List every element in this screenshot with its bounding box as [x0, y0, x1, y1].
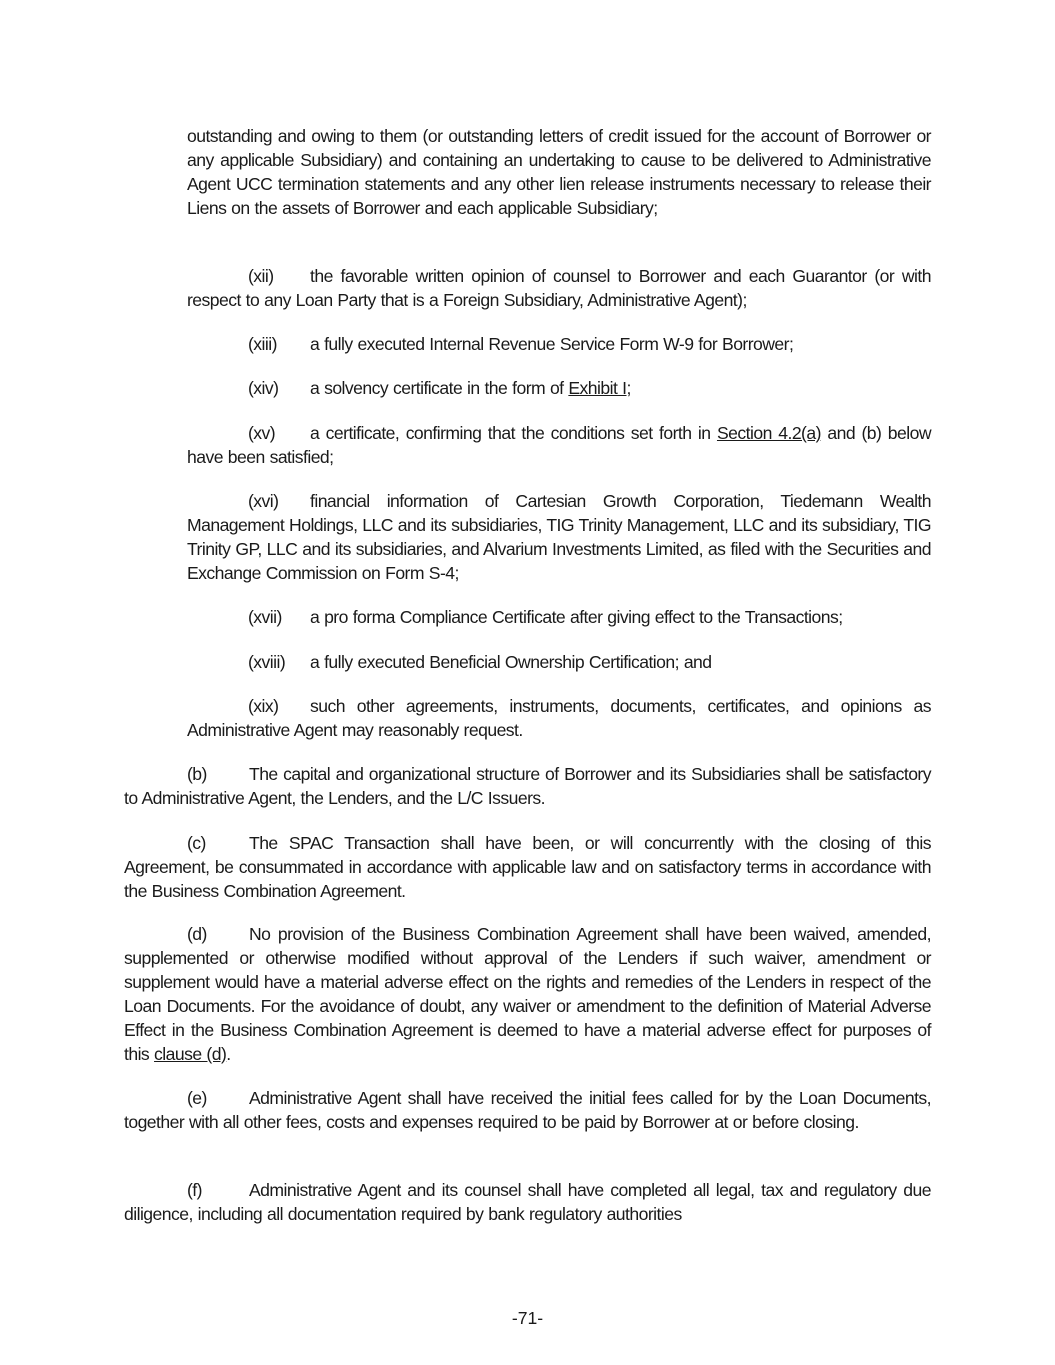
item-xv [187, 421, 931, 469]
item-number: (xii) [248, 266, 274, 286]
section-text: Administrative Agent shall have received the initial fees called for by the Loan Documents, together with all other fees, costs and expenses required to be paid by Borrower at or before closing. [124, 1088, 931, 1132]
page-number: -71- [511, 1308, 544, 1328]
item-number: (xiii) [248, 334, 277, 354]
item-number: (xv) [248, 423, 276, 443]
section-c [124, 831, 931, 903]
clause-reference: clause (d) [154, 1044, 227, 1064]
item-xiv [187, 376, 931, 400]
section-number: (d) [187, 924, 207, 944]
item-text: a fully executed Internal Revenue Service Form W-9 for Borrower; [310, 334, 794, 354]
item-xix [187, 694, 931, 742]
item-text: financial information of Cartesian Growth Corporation, Tiedemann Wealth Management Holdings, LLC and its subsidiaries, TIG Trinity Management, LLC and its subsidiary, TIG Trinity GP, LLC and its subsidiaries, and Alvarium Investments Limited, as filed with the Securities and Exchange Commission on Form S-4; [187, 491, 931, 583]
section-f [124, 1178, 931, 1226]
item-number: (xiv) [248, 378, 279, 398]
item-number: (xviii) [248, 652, 286, 672]
section-number: (e) [187, 1088, 207, 1108]
item-xii [187, 264, 931, 312]
continuation-paragraph [187, 124, 931, 220]
section-number: (f) [187, 1180, 202, 1200]
item-text-pre: a solvency certificate in the form of [310, 378, 569, 398]
section-text: The SPAC Transaction shall have been, or will concurrently with the closing of this Agreement, be consummated in accordance with applicable law and on satisfactory terms in accordance with the Business Combination Agreement. [124, 833, 931, 901]
item-text-pre: a certificate, confirming that the conditions set forth in [310, 423, 717, 443]
section-text-pre: No provision of the Business Combination Agreement shall have been waived, amended, supplemented or otherwise modified without approval of the Lenders if such waiver, amendment or supplement would have a material adverse effect on the rights and remedies of the Lenders in respect of the Loan Documents. For the avoidance of doubt, any waiver or amendment to the definition of Material Adverse Effect in the Business Combination Agreement is deemed to have a material adverse effect for purposes of this [124, 924, 931, 1064]
section-d [124, 922, 931, 1066]
section-e [124, 1086, 931, 1134]
section-text-post: . [226, 1044, 231, 1064]
item-number: (xvi) [248, 491, 279, 511]
section-reference: Section 4.2(a) [716, 423, 821, 443]
section-text: Administrative Agent and its counsel shall have completed all legal, tax and regulatory due diligence, including all documentation required by bank regulatory authorities [124, 1180, 931, 1224]
item-xvi [187, 489, 931, 585]
item-text: a pro forma Compliance Certificate after giving effect to the Transactions; [310, 607, 843, 627]
item-number: (xix) [248, 696, 279, 716]
exhibit-i-reference: Exhibit I [568, 378, 627, 398]
item-number: (xvii) [248, 607, 282, 627]
item-text-post: and (b) below have been satisfied; [187, 423, 931, 467]
section-b [124, 762, 931, 810]
section-number: (b) [187, 764, 207, 784]
item-text: such other agreements, instruments, documents, certificates, and opinions as Administrative Agent may reasonably request. [187, 696, 931, 740]
section-text: The capital and organizational structure of Borrower and its Subsidiaries shall be satisfactory to Administrative Agent, the Lenders, and the L/C Issuers. [124, 764, 931, 808]
continuation-text: outstanding and owing to them (or outstanding letters of credit issued for the account of Borrower or any applicable Subsidiary) and containing an undertaking to cause to be delivered to Administrative Agent UCC termination statements and any other lien release instruments necessary to release their Liens on the assets of Borrower and each applicable Subsidiary; [187, 126, 931, 218]
item-xiii [187, 332, 931, 356]
item-text: the favorable written opinion of counsel to Borrower and each Guarantor (or with respect to any Loan Party that is a Foreign Subsidiary, Administrative Agent); [187, 266, 931, 310]
item-text-post: ; [626, 378, 631, 398]
item-xvii [187, 605, 931, 629]
section-number: (c) [187, 833, 206, 853]
item-text: a fully executed Beneficial Ownership Certification; and [310, 652, 712, 672]
item-xviii [187, 650, 931, 674]
